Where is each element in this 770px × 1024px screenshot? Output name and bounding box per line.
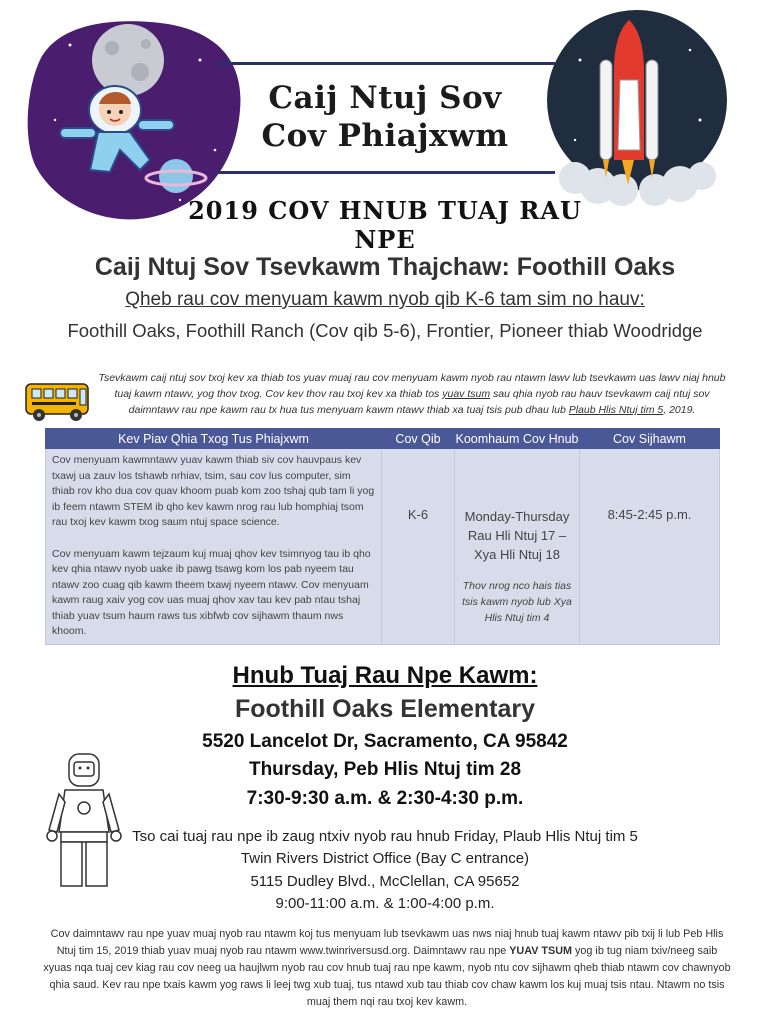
registration-address: 5520 Lancelot Dr, Sacramento, CA 95842 — [202, 731, 568, 752]
transport-note-deadline: Plaub Hlis Ntuj tim 5 — [568, 404, 664, 416]
col-header-description: Kev Piav Qhia Txog Tus Phiajxwm — [46, 429, 382, 449]
program-title: Caij Ntuj Sov Tsevkawm Thajchaw: Foothill Oaks — [94, 253, 676, 281]
table-header-row — [46, 429, 720, 449]
title-line-1: Caij Ntuj Sov — [268, 80, 502, 116]
transport-note — [92, 370, 732, 418]
eligibility-line: Qheb rau cov menyuam kawm nyob qib K-6 tam sim no hauv: — [125, 289, 645, 310]
program-table — [45, 428, 720, 645]
registration-date: Thursday, Peb Hlis Ntuj tim 28 — [248, 759, 522, 780]
transport-note-emphasis1: yuav tsum — [442, 388, 491, 400]
footer-emphasis: YUAV TSUM — [509, 945, 573, 957]
col-header-time: Cov Sijhawm — [580, 429, 720, 449]
transport-note-part3: , 2019. — [663, 404, 696, 416]
alt-registration-time: 9:00-11:00 a.m. & 1:00-4:00 p.m. — [275, 895, 495, 912]
days-range: Monday-Thursday Rau Hli Ntuj 17 – Xya Hli Ntuj 18 — [464, 509, 570, 562]
alt-registration-line-1: Tso cai tuaj rau npe ib zaug ntxiv nyob rau hnub Friday, Plaub Hlis Ntuj tim 5 — [132, 828, 638, 845]
grade-cell: K-6 — [382, 449, 455, 645]
col-header-grades: Cov Qib — [382, 429, 455, 449]
holiday-note: Thov nrog nco hais tias tsis kawm nyob lub Xya Hlis Ntuj tim 4 — [462, 580, 572, 624]
time-cell: 8:45-2:45 p.m. — [580, 449, 720, 645]
transport-note-part1: Tsevkawm caij ntuj sov txoj kev xa thiab tos yuav muaj rau cov menyuam kawm nyob rau ntawm lawv lub tsevkawm uas lawv niaj hnub tuaj kawm ntawv, yog thov txog. Cov kev thov rau txoj kev xa thiab tos — [98, 372, 726, 400]
registration-time: 7:30-9:30 a.m. & 2:30-4:30 p.m. — [246, 788, 524, 809]
table-row — [46, 449, 720, 645]
alt-registration-location: Twin Rivers District Office (Bay C entrance) — [240, 850, 530, 867]
transport-note-part2: sau qhia nyob rau hauv tsevkawm caij ntuj sov daimntawv rau npe kawm rau tx hua tus menyuam kawm ntawv thiab xa tuaj tsis pub dhau lub — [128, 388, 710, 416]
registration-school: Foothill Oaks Elementary — [234, 695, 536, 723]
days-cell — [455, 449, 580, 645]
footer-note — [42, 926, 732, 1011]
school-bus-icon — [24, 378, 92, 424]
school-list: Foothill Oaks, Foothill Ranch (Cov qib 5-6), Frontier, Pioneer thiab Woodridge — [67, 320, 703, 341]
footer-part2: yog ib tug niam txiv/neeg saib xyuas nqa tuaj cev kiag rau cov neeg ua haujlwm nyob rau cov hnub tuaj rau npe kawm, nyob ntu cov sijhawm qheb thiab ntawm cov chawnyob qhia saud. Kev rau npe txais kawm yog raws li leej twg xub tuaj, tus ntawd xub tau thiab cov chaw kawm los kuj muaj tsis ntau. Ntawm no tsis muaj them nqi rau txoj kev kawm. — [43, 945, 731, 1008]
footer-part1: Cov daimntawv rau npe yuav muaj nyob rau ntawm koj tus menyuam lub tsevkawm uas nws niaj hnub tuaj kawm ntawv pib txij li lub Peb Hlis Ntuj tim 15, 2019 thiab yuav muaj nyob rau ntawm www.twinriversusd.org. Daimntawv rau npe — [50, 928, 724, 957]
description-paragraph-2: Cov menyuam kawm tejzaum kuj muaj qhov kev tsimnyog tau ib qho kev qhia ntawv nyob uake ib pawg tsawg kom los pab nyeem tau ntawv zoo cuag qib kawm theem txawj nyeem ntawv. Cov menyuam kawm raug xaiv yog cov uas muaj qhov xav tau kev pab ntau tshaj thiab yuav tsum haum raws tus xibfwb cov sijhawm thaum nws khoom. — [52, 547, 371, 637]
title-line-2: Cov Phiajxwm — [261, 118, 509, 154]
date-banner: 2019 COV HNUB TUAJ RAU NPE — [188, 196, 582, 254]
title-box — [215, 62, 555, 174]
col-header-days: Koomhaum Cov Hnub — [455, 429, 580, 449]
moon-icon — [92, 24, 164, 96]
description-paragraph-1: Cov menyuam kawmntawv yuav kawm thiab siv cov hauvpaus kev txawj ua zauv los tshawb nrhiav, tsim, sau cov lus computer, sim thiab rov kho dua cov quav khoom puab kom zoo tshaj qub tam li yog ib feem ntawm STEM ib qho kev kawm nrog rau lub homphiaj tsom rau txoj kev kawm txog saum ntuj space science. — [52, 454, 375, 528]
registration-title: Hnub Tuaj Rau Npe Kawm: — [232, 662, 538, 689]
program-description-cell — [46, 449, 382, 645]
alt-registration-address: 5115 Dudley Blvd., McClellan, CA 95652 — [250, 873, 520, 890]
